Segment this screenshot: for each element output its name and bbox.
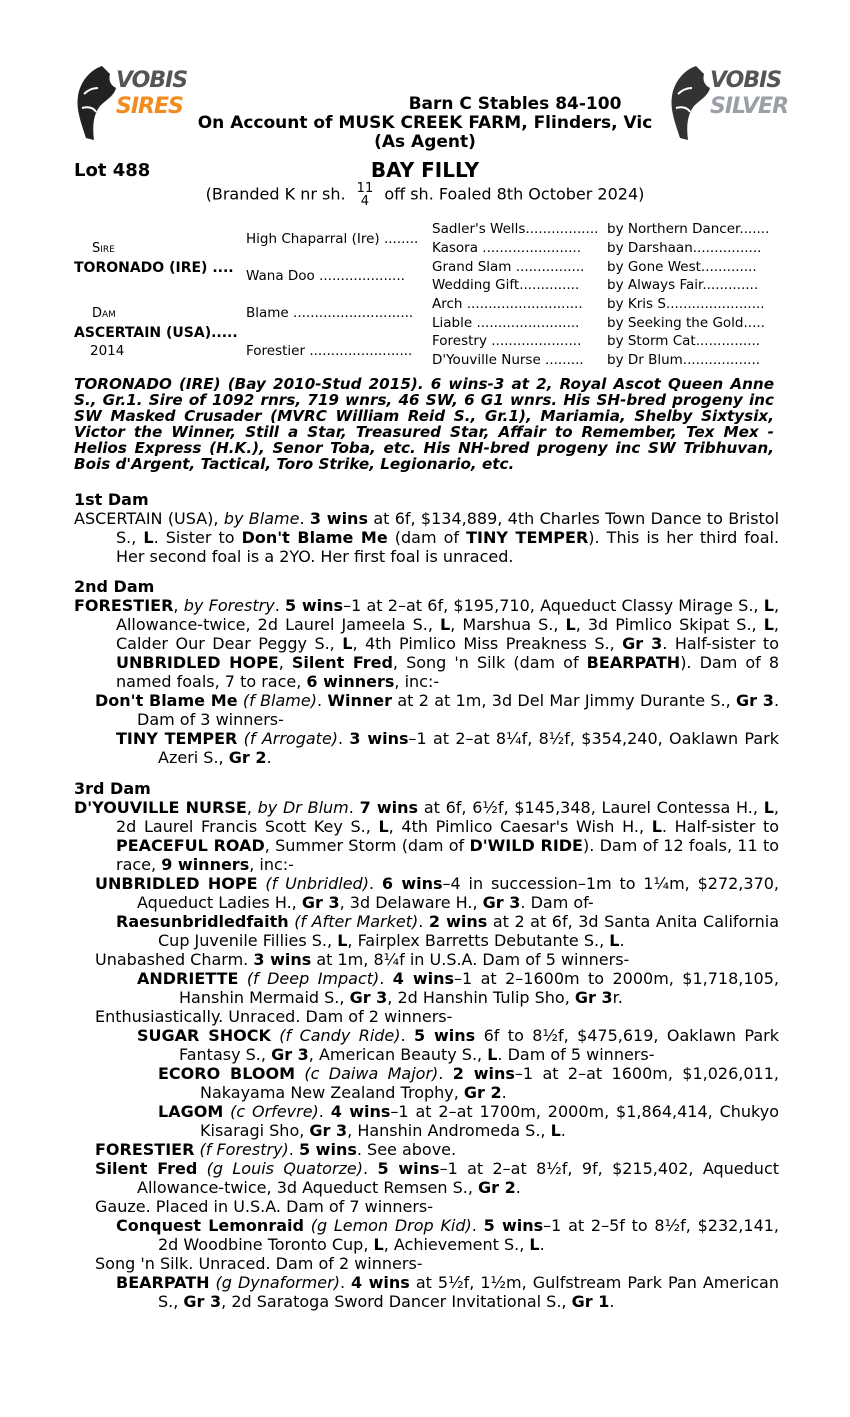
text-run: . — [368, 874, 382, 893]
text-run: 5 wins — [285, 596, 344, 615]
text-run: ). Dam of 8 named foals, 7 to race, — [116, 653, 780, 691]
text-run: TINY TEMPER — [466, 528, 589, 547]
text-run: off sh. Foaled 8th October 2024) — [384, 184, 645, 204]
text-run: . — [348, 798, 360, 817]
text-run: –1 at 2–at 1600m, $1,026,011, Nakayama New Zealand Trophy, — [200, 1064, 779, 1102]
text-run: Raesunbridledfaith — [116, 912, 289, 931]
progeny-entry — [95, 1140, 779, 1159]
text-run: , 2d Laurel Francis Scott Key S., — [116, 798, 779, 836]
pedigree-g4: by Storm Cat............... — [607, 333, 761, 349]
text-run: at 2 at 6f, 3d Santa Anita California Cup Juvenile Fillies S., — [158, 912, 780, 950]
text-run: 5 wins — [298, 1140, 357, 1159]
text-run: . — [318, 1102, 331, 1121]
text-run: Silent Fred — [95, 1159, 198, 1178]
text-run: , — [246, 798, 258, 817]
text-run: SUGAR SHOCK — [137, 1026, 271, 1045]
text-run: . — [316, 691, 328, 710]
text-run: nr sh. — [300, 184, 346, 204]
text-run: UNBRIDLED HOPE — [116, 653, 279, 672]
pedigree-g4: by Kris S....................... — [607, 296, 765, 312]
text-run: . — [400, 1026, 414, 1045]
text-run: L — [487, 1045, 498, 1064]
sire-label: Sire — [92, 241, 115, 256]
text-run: Gr 3 — [735, 691, 774, 710]
text-run: 3 wins — [309, 509, 368, 528]
pedigree-g4: by Northern Dancer....... — [607, 221, 770, 237]
text-run: Gr 3 — [349, 988, 388, 1007]
text-run: LAGOM — [158, 1102, 224, 1121]
text-run: D'YOUVILLE NURSE — [74, 798, 247, 817]
pedigree-g4: by Seeking the Gold..... — [607, 315, 765, 331]
text-run: (f Candy Ride) — [279, 1026, 401, 1045]
text-run: 4 — [360, 194, 370, 209]
text-run: Don't Blame Me — [241, 528, 388, 547]
text-run: . Half-sister to — [662, 634, 779, 653]
progeny-entry — [158, 1064, 779, 1102]
text-run: ASCERTAIN (USA), — [74, 509, 219, 528]
text-run: Gr 3 — [271, 1045, 309, 1064]
progeny-entry — [95, 691, 779, 729]
text-run: , Fairplex Barretts Debutante S., — [347, 931, 610, 950]
text-run: Gauze. Placed in U.S.A. Dam of 7 winners- — [95, 1197, 433, 1216]
progeny-entry — [137, 969, 779, 1007]
text-run: , inc:- — [249, 855, 294, 874]
text-run: SILVER — [710, 94, 789, 119]
text-run: , 3d Pimlico Skipat S., — [575, 615, 764, 634]
text-run: 2 wins — [452, 1064, 515, 1083]
progeny-entry — [158, 1102, 779, 1140]
text-run — [238, 969, 246, 988]
text-run: 6 winners — [306, 672, 395, 691]
text-run: Gr 3 — [183, 1292, 222, 1311]
text-run: L — [763, 615, 774, 634]
first-dam-entry — [74, 509, 779, 566]
text-run: D'WILD RIDE — [469, 836, 583, 855]
text-run: . Dam of- — [520, 893, 594, 912]
text-run: Gr 3 — [574, 988, 613, 1007]
text-run: Conquest Lemonraid — [116, 1216, 304, 1235]
text-run: , 4th Pimlico Caesar's Wish H., — [388, 817, 652, 836]
progeny-entry — [95, 1197, 779, 1216]
text-run: . — [501, 1083, 507, 1102]
text-run: . — [299, 509, 305, 528]
text-run: by Forestry — [183, 596, 275, 615]
text-run: ..... — [211, 325, 238, 341]
text-run: . — [274, 596, 286, 615]
brand-number — [357, 182, 374, 208]
text-run: –4 in succession–1m to 1¼m, $272,370, Aqueduct Ladies H., — [137, 874, 780, 912]
text-run: ). Dam of 12 foals, 11 to race, — [116, 836, 780, 874]
text-run: –1 at 2–at 1700m, 2000m, $1,864,414, Chukyo Kisaragi Sho, — [200, 1102, 780, 1140]
text-run: –1 at 2–at 8½f, 9f, $215,402, Aqueduct Allowance-twice, 3d Aqueduct Remsen S., — [137, 1159, 780, 1197]
sire-summary: TORONADO (IRE) (Bay 2010-Stud 2015). 6 wins-3 at 2, Royal Ascot Queen Anne S., Gr.1. Sire of 1092 rnrs, 719 wnrs, 46 SW, 6 G1 wnrs. His SH-bred progeny inc SW Masked Crusader (MVRC William Reid S., Gr.1), Mariamia, Shelby Sixtysix, Victor the Winner, Still a Star, Treasured Star, Affair to Remember, Tex Mex - Helios Express (H.K.), Senor Toba, etc. His NH-bred progeny inc SW Tribhuvan, Bois d'Argent, Tactical, Toro Strike, Legionario, etc. — [74, 375, 774, 473]
text-run: L — [373, 1235, 384, 1254]
text-run: , 3d Delaware H., — [339, 893, 483, 912]
text-run: (f After Market) — [294, 912, 419, 931]
brand-mark: K — [284, 184, 296, 204]
text-run: 5 wins — [377, 1159, 440, 1178]
text-run: L — [143, 528, 154, 547]
third-dam-entry — [74, 798, 779, 874]
text-run: . — [471, 1216, 484, 1235]
text-run: (f Forestry) — [199, 1140, 289, 1159]
text-run: L — [529, 1235, 540, 1254]
text-run: at 1m, 8¼f in U.S.A. Dam of 5 winners- — [311, 950, 630, 969]
progeny-entry — [116, 729, 779, 767]
text-run: Don't Blame Me — [95, 691, 238, 710]
text-run: ASCERTAIN (USA) — [74, 325, 212, 341]
text-run: .... — [212, 260, 234, 276]
progeny-entry — [95, 1159, 779, 1197]
text-run: L — [378, 817, 389, 836]
text-run: L — [609, 931, 620, 950]
text-run: . — [418, 912, 429, 931]
text-run: . — [379, 969, 393, 988]
pedigree-g2: Wana Doo .................... — [246, 268, 405, 284]
text-run: , Marshua S., — [450, 615, 566, 634]
pedigree-g4: by Always Fair............. — [607, 277, 759, 293]
text-run: (dam of — [394, 528, 460, 547]
text-run: L — [763, 596, 774, 615]
text-run: , — [278, 653, 292, 672]
second-dam-section — [74, 577, 779, 767]
pedigree-g2: Forestier ........................ — [246, 343, 413, 359]
text-run: . — [438, 1064, 453, 1083]
text-run: (g Dynaformer) — [215, 1273, 340, 1292]
text-run — [304, 1216, 311, 1235]
text-run: , Calder Our Dear Peggy S., — [116, 615, 779, 653]
pedigree-g3: Sadler's Wells................. — [432, 221, 599, 237]
text-run: (f Unbridled) — [265, 874, 369, 893]
progeny-entry — [95, 874, 779, 912]
text-run: Song 'n Silk. Unraced. Dam of 2 winners- — [95, 1254, 423, 1273]
text-run: Gr 2 — [463, 1083, 502, 1102]
text-run — [295, 1064, 304, 1083]
text-run: Gr 3 — [622, 634, 663, 653]
progeny-entry — [95, 1007, 779, 1026]
text-run: Winner — [327, 691, 393, 710]
text-run: SIRES — [116, 94, 183, 119]
pedigree-g3: Arch ........................... — [432, 296, 583, 312]
text-run: Gr 3 — [482, 893, 521, 912]
text-run: 2 wins — [428, 912, 488, 931]
text-run: Gr 1 — [571, 1292, 610, 1311]
text-run: –1 at 2–at 8¼f, 8½f, $354,240, Oaklawn Park Azeri S., — [158, 729, 779, 767]
text-run: 11 — [356, 181, 374, 196]
text-run: Silent Fred — [291, 653, 393, 672]
text-run: . — [539, 1235, 545, 1254]
text-run: Gr 2 — [478, 1178, 516, 1197]
text-run: , 4th Pimlico Miss Preakness S., — [352, 634, 623, 653]
text-run: TORONADO (IRE) — [74, 260, 208, 276]
text-run: Unabashed Charm. — [95, 950, 254, 969]
text-run: L — [337, 931, 348, 950]
text-run: . — [560, 1121, 566, 1140]
text-run: L — [763, 798, 774, 817]
pedigree-g3: D'Youville Nurse ......... — [432, 352, 584, 368]
text-run: BEARPATH — [586, 653, 681, 672]
third-dam-section — [74, 779, 779, 1311]
pedigree-g4: by Darshaan................ — [607, 240, 762, 256]
sire-name — [74, 260, 234, 276]
text-run: . Half-sister to — [661, 817, 780, 836]
text-run: , 2d Hanshin Tulip Sho, — [387, 988, 575, 1007]
lot-number: Lot 488 — [74, 160, 151, 181]
text-run: , Hanshin Andromeda S., — [347, 1121, 551, 1140]
text-run: L — [651, 817, 662, 836]
text-run: , Summer Storm (dam of — [264, 836, 470, 855]
text-run: at 2 at 1m, 3d Del Mar Jimmy Durante S., — [392, 691, 736, 710]
text-run: , inc:- — [394, 672, 440, 691]
text-run: VOBIS — [116, 68, 188, 93]
text-run: . — [619, 931, 625, 950]
text-run: 4 wins — [330, 1102, 391, 1121]
text-run: –1 at 2–5f to 8½f, $232,141, 2d Woodbine Toronto Cup, — [158, 1216, 780, 1254]
text-run: (f Arrogate) — [243, 729, 339, 748]
text-run: . Sister to — [153, 528, 235, 547]
text-run: , — [173, 596, 184, 615]
pedigree-g3: Liable ........................ — [432, 315, 580, 331]
progeny-entry — [116, 1216, 779, 1254]
brand-foaled-line — [0, 182, 850, 208]
barn-line: Barn C Stables 84-100 — [408, 94, 622, 114]
dam-name — [74, 325, 238, 341]
text-run: (g Lemon Drop Kid) — [310, 1216, 472, 1235]
text-run: L — [550, 1121, 561, 1140]
pedigree-g3: Wedding Gift.............. — [432, 277, 580, 293]
text-run: (f Blame) — [242, 691, 317, 710]
text-run: . — [609, 1292, 615, 1311]
text-run: ECORO BLOOM — [158, 1064, 295, 1083]
dam-foaled-year: 2014 — [90, 343, 125, 359]
text-run: at 5½f, 1½m, Gulfstream Park Pan American S., — [158, 1273, 780, 1311]
text-run: 5 wins — [414, 1026, 476, 1045]
text-run: . See above. — [356, 1140, 457, 1159]
text-run: . Dam of 5 winners- — [497, 1045, 655, 1064]
section-heading: 2nd Dam — [74, 577, 155, 596]
text-run: VOBIS — [710, 68, 782, 93]
text-run: FORESTIER — [95, 1140, 195, 1159]
pedigree-g4: by Dr Blum.................. — [607, 352, 761, 368]
text-run: . — [339, 1273, 352, 1292]
text-run: (c Daiwa Major) — [304, 1064, 439, 1083]
text-run: UNBRIDLED HOPE — [95, 874, 258, 893]
text-run: by Dr Blum — [257, 798, 349, 817]
text-run: ANDRIETTE — [137, 969, 239, 988]
section-heading: 1st Dam — [74, 490, 149, 509]
second-dam-entry — [74, 596, 779, 691]
text-run: 3 wins — [253, 950, 312, 969]
text-run: . — [338, 729, 350, 748]
text-run: 9 winners — [161, 855, 250, 874]
pedigree-g3: Forestry ..................... — [432, 333, 582, 349]
text-run: 3 wins — [349, 729, 409, 748]
agent-line: (As Agent) — [374, 132, 476, 152]
pedigree-g4: by Gone West............. — [607, 259, 757, 275]
text-run: . — [515, 1178, 521, 1197]
text-run: (Branded — [205, 184, 280, 204]
text-run: 4 wins — [351, 1273, 410, 1292]
text-run: 6 wins — [381, 874, 443, 893]
text-run: at 6f, $134,889, 4th Charles Town Dance to Bristol S., — [116, 509, 780, 547]
text-run: L — [440, 615, 451, 634]
section-heading: 3rd Dam — [74, 779, 151, 798]
text-run: . Dam of 3 winners- — [137, 691, 780, 729]
text-run: –1 at 2–1600m to 2000m, $1,718,105, Hanshin Mermaid S., — [179, 969, 779, 1007]
text-run: . — [288, 1140, 299, 1159]
pedigree-g3: Grand Slam ................ — [432, 259, 585, 275]
text-run: . — [363, 1159, 378, 1178]
pedigree-g3: Kasora ....................... — [432, 240, 581, 256]
text-run: BEARPATH — [116, 1273, 210, 1292]
text-run: 5 wins — [483, 1216, 544, 1235]
text-run: (g Louis Quatorze) — [206, 1159, 364, 1178]
text-run: L — [342, 634, 353, 653]
first-dam-section — [74, 490, 779, 566]
text-run: Gr 3 — [309, 1121, 348, 1140]
progeny-entry — [95, 950, 779, 969]
text-run: . — [266, 748, 272, 767]
text-run: , 2d Saratoga Sword Dancer Invitational S., — [221, 1292, 572, 1311]
text-run: 4 wins — [392, 969, 455, 988]
text-run: , Achievement S., — [383, 1235, 530, 1254]
text-run: , American Beauty S., — [308, 1045, 488, 1064]
text-run: TINY TEMPER — [116, 729, 238, 748]
text-run: by Blame — [223, 509, 300, 528]
text-run: L — [565, 615, 576, 634]
text-run: Enthusiastically. Unraced. Dam of 2 winners- — [95, 1007, 453, 1026]
text-run: (c Orfevre) — [230, 1102, 319, 1121]
vendor-line: On Account of MUSK CREEK FARM, Flinders, Vic — [197, 113, 653, 133]
text-run: 7 wins — [359, 798, 419, 817]
pedigree-g2: High Chaparral (Ire) ........ — [246, 231, 419, 247]
text-run: PEACEFUL ROAD — [116, 836, 265, 855]
pedigree-g2: Blame ............................ — [246, 305, 414, 321]
text-run: FORESTIER — [74, 596, 174, 615]
progeny-entry — [95, 1254, 779, 1273]
progeny-entry — [137, 1026, 779, 1064]
text-run: , Allowance-twice, 2d Laurel Jameela S., — [116, 596, 780, 634]
text-run: Gr 2 — [228, 748, 267, 767]
text-run: ). This is her third foal. Her second foal is a 2YO. Her first foal is unraced. — [116, 528, 780, 566]
horse-description: BAY FILLY — [370, 158, 480, 182]
text-run: , Song 'n Silk (dam of — [392, 653, 587, 672]
text-run: 6f to 8½f, $475,619, Oaklawn Park Fantasy S., — [179, 1026, 780, 1064]
text-run — [197, 1159, 206, 1178]
progeny-entry — [116, 912, 779, 950]
text-run: (f Deep Impact) — [246, 969, 380, 988]
text-run: –1 at 2–at 6f, $195,710, Aqueduct Classy Mirage S., — [343, 596, 764, 615]
progeny-entry — [116, 1273, 779, 1311]
text-run: Gr 3 — [301, 893, 340, 912]
text-run: at 6f, 6½f, $145,348, Laurel Contessa H., — [418, 798, 764, 817]
text-run: r. — [612, 988, 623, 1007]
dam-label: Dam — [92, 306, 116, 321]
